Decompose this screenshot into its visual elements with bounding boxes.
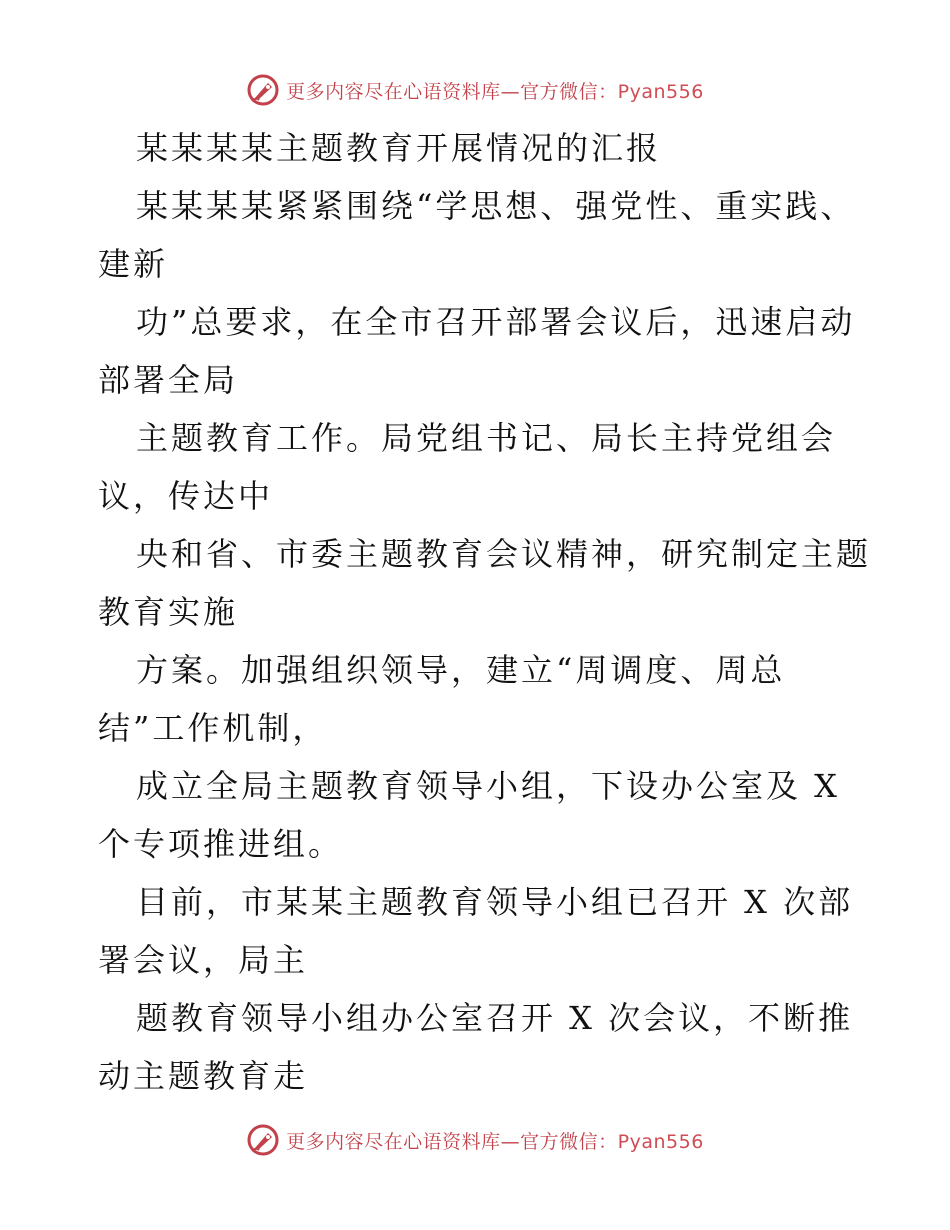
footer-banner-text: 更多内容尽在心语资料库—官方微信：Pyan556 xyxy=(286,1130,704,1153)
doc-line: 结”工作机制， xyxy=(98,709,328,747)
doc-line: 建新 xyxy=(98,245,169,283)
doc-line: 目前，市某某主题教育领导小组已召开 X 次部 xyxy=(136,883,854,921)
doc-line: 主题教育工作。局党组书记、局长主持党组会 xyxy=(136,419,837,457)
pen-nib-logo-icon xyxy=(246,1123,280,1157)
doc-line: 动主题教育走 xyxy=(98,1057,309,1095)
doc-line: 方案。加强组织领导，建立“周调度、周总 xyxy=(136,651,786,689)
doc-line: 部署全局 xyxy=(98,361,239,399)
wechat-id: Pyan556 xyxy=(617,1130,704,1153)
doc-line: 成立全局主题教育领导小组，下设办公室及 X xyxy=(136,767,840,805)
doc-line: 央和省、市委主题教育会议精神，研究制定主题 xyxy=(136,535,872,573)
doc-line: 个专项推进组。 xyxy=(98,825,344,863)
doc-line: 署会议，局主 xyxy=(98,941,309,979)
doc-line: 某某某某紧紧围绕“学思想、强党性、重实践、 xyxy=(136,187,856,225)
footer-banner xyxy=(0,1120,950,1160)
doc-line: 议，传达中 xyxy=(98,477,274,515)
header-banner-text: 更多内容尽在心语资料库—官方微信：Pyan556 xyxy=(286,80,704,103)
doc-line: 教育实施 xyxy=(98,593,239,631)
wechat-id: Pyan556 xyxy=(617,80,704,103)
pen-nib-logo-icon xyxy=(246,73,280,107)
doc-line: 题教育领导小组办公室召开 X 次会议，不断推 xyxy=(136,999,854,1037)
doc-line: 功”总要求，在全市召开部署会议后，迅速启动 xyxy=(136,303,856,341)
header-banner xyxy=(0,70,950,110)
doc-title: 某某某某主题教育开展情况的汇报 xyxy=(136,129,662,167)
